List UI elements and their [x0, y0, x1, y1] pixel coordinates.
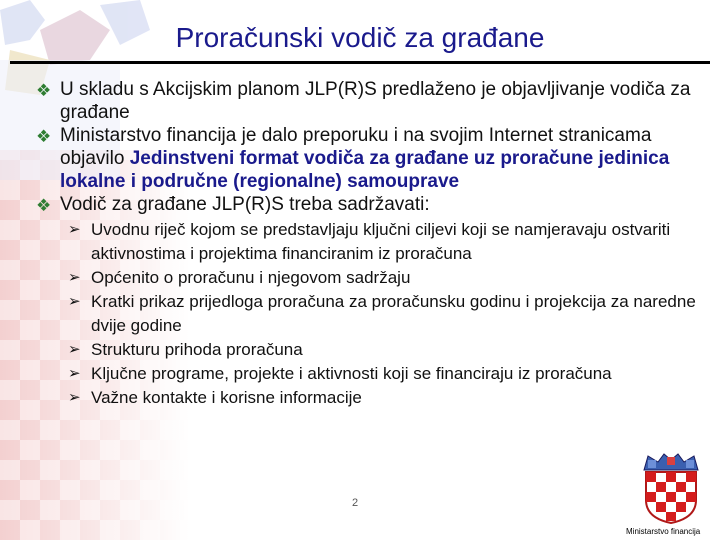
sub-bullet-item — [68, 290, 696, 338]
croatian-coat-of-arms-icon — [640, 452, 702, 524]
sub-bullet-item — [68, 386, 696, 410]
sub-bullet-item — [68, 266, 696, 290]
bullet-item — [36, 78, 696, 124]
bullet-text: U skladu s Akcijskim planom JLP(R)S predlaženo je objavljivanje vodiča za građane — [60, 79, 691, 123]
sub-bullet-item — [68, 338, 696, 362]
bullet-emphasis-text: Jedinstveni format vodiča za građane uz proračune jedinica lokalne i područne (regionalne) samouprave — [60, 148, 670, 192]
diamond-bullet-icon: ❖ — [36, 196, 52, 215]
slide-content — [36, 78, 696, 410]
sub-bullet-text: Strukturu prihoda proračuna — [91, 340, 303, 359]
sub-bullet-text: Kratki prikaz prijedloga proračuna za proračunsku godinu i projekcija za naredne dvije godine — [91, 292, 696, 335]
bullet-text: Vodič za građane JLP(R)S treba sadržavati: — [60, 194, 430, 215]
sub-bullet-text: Općenito o proračunu i njegovom sadržaju — [91, 268, 411, 287]
diamond-bullet-icon: ❖ — [36, 81, 52, 100]
footer-ministry-label: Ministarstvo financija — [626, 527, 701, 536]
sub-bullet-list — [36, 218, 696, 410]
sub-bullet-item — [68, 218, 696, 266]
sub-bullet-text: Uvodnu riječ kojom se predstavljaju ključni ciljevi koji se namjeravaju ostvariti aktivnostima i projektima financiranim iz proračuna — [91, 220, 671, 263]
slide-title: Proračunski vodič za građane — [175, 22, 545, 53]
sub-bullet-item — [68, 362, 696, 386]
sub-bullet-text: Ključne programe, projekte i aktivnosti koji se financiraju iz proračuna — [91, 364, 612, 383]
arrow-bullet-icon: ➢ — [68, 221, 81, 238]
page-number: 2 — [352, 497, 359, 509]
diamond-bullet-icon: ❖ — [36, 127, 52, 146]
arrow-bullet-icon: ➢ — [68, 341, 81, 358]
sub-bullet-text: Važne kontakte i korisne informacije — [91, 388, 362, 407]
arrow-bullet-icon: ➢ — [68, 269, 81, 286]
title-underline — [10, 61, 710, 64]
arrow-bullet-icon: ➢ — [68, 389, 81, 406]
bullet-text: Ministarstvo financija je dalo preporuku i na svojim Internet stranicama objavilo — [60, 125, 652, 169]
arrow-bullet-icon: ➢ — [68, 293, 81, 310]
bullet-item — [36, 124, 696, 193]
arrow-bullet-icon: ➢ — [68, 365, 81, 382]
bullet-item — [36, 193, 696, 216]
